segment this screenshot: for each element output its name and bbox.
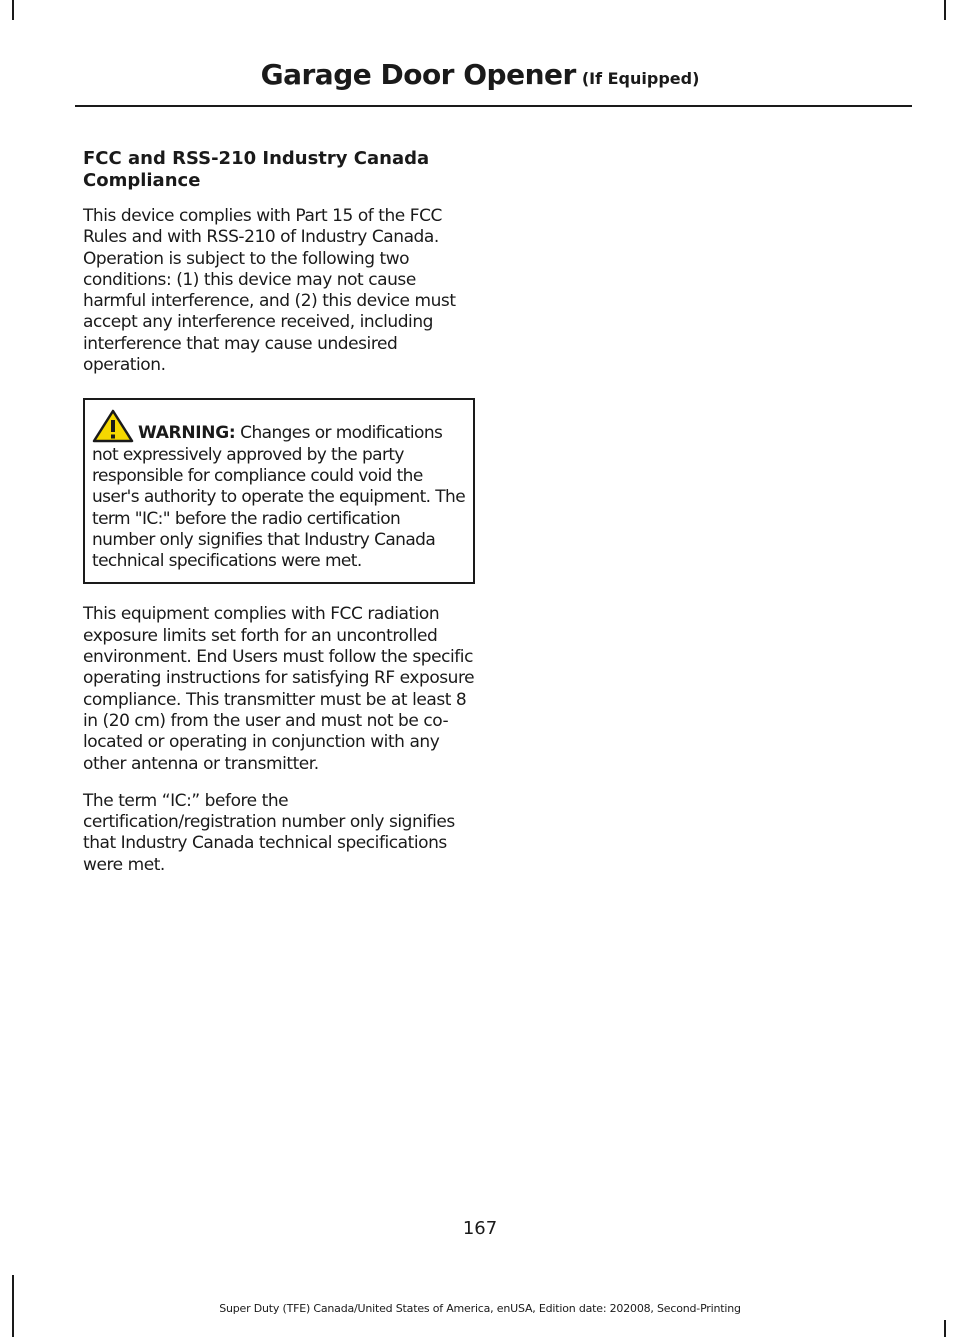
page-header (0, 58, 960, 91)
edition-footer: Super Duty (TFE) Canada/United States of America, enUSA, Edition date: 202008, Second-Printing (219, 1302, 741, 1315)
warning-text: Changes or modifications not expressively approved by the party responsible for compliance could void the user's authority to operate the equipment. The term "IC:" before the radio certification number only signifies that Industry Canada technical specifications were met. (92, 423, 466, 572)
section-heading: FCC and RSS-210 Industry Canada Compliance (83, 148, 430, 191)
header-rule (75, 105, 912, 107)
crop-mark-bottom-right (944, 1320, 946, 1337)
ic-term-paragraph: The term “IC:” before the certification/registration number only signifies that Industry Canada technical specifications were met. (83, 790, 455, 875)
compliance-paragraph: This device complies with Part 15 of the FCC Rules and with RSS-210 of Industry Canada. Operation is subject to the following two conditions: (1) this device may not cause harmful interference, and (2) this device must accept any interference received, including interference that may cause undesired operation. (83, 206, 456, 376)
warning-box (83, 398, 475, 584)
crop-mark-top-left (12, 0, 14, 20)
page-number: 167 (462, 1218, 498, 1239)
content-column (83, 148, 475, 892)
crop-mark-top-right (944, 0, 946, 20)
warning-triangle-icon (92, 409, 134, 443)
page-title: Garage Door Opener (260, 58, 576, 91)
radiation-paragraph: This equipment complies with FCC radiation exposure limits set forth for an uncontrolled environment. End Users must follow the specific operating instructions for satisfying RF exposure compliance. This transmitter must be at least 8 in (20 cm) from the user and must not be co-located or operating in conjunction with any other antenna or transmitter. (83, 604, 475, 774)
page-title-qualifier: (If Equipped) (581, 69, 700, 88)
warning-label: WARNING: (138, 423, 236, 444)
